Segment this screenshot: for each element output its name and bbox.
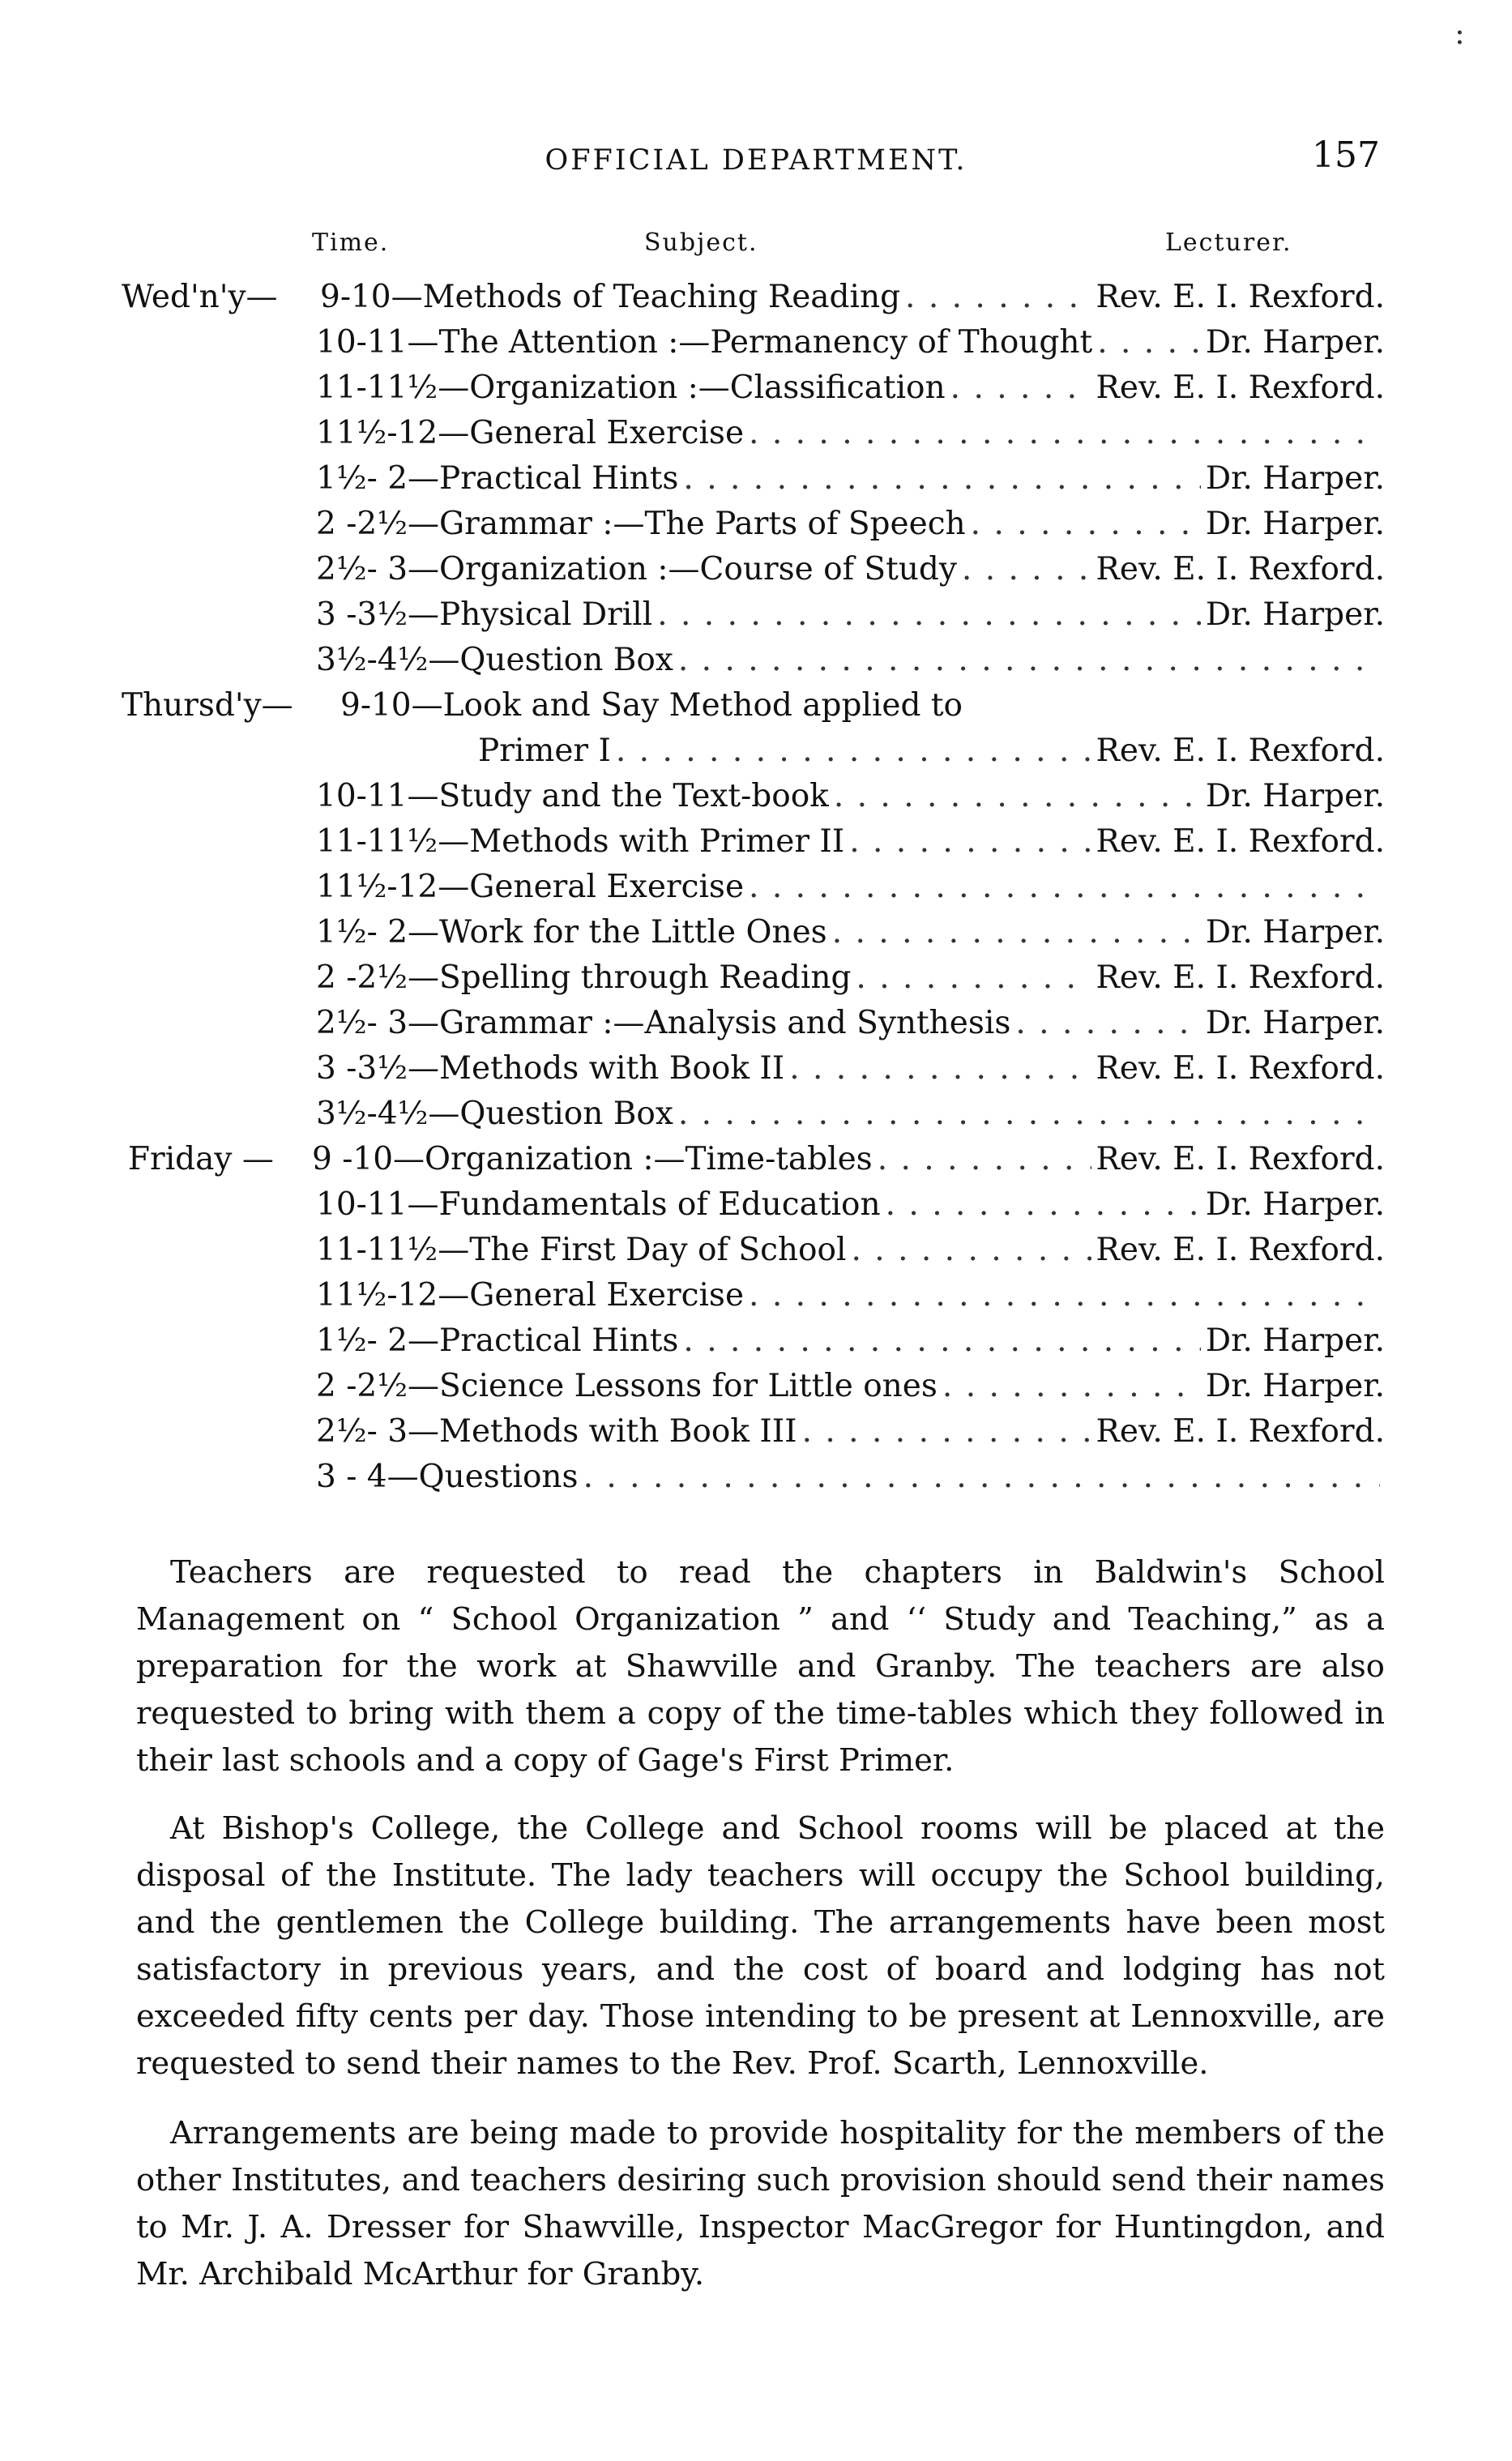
schedule-subject: —Organization :—Classification [438,370,946,406]
schedule-lecturer: Rev. E. I. Rexford. [1096,1050,1385,1087]
schedule-row [0,1319,1512,1363]
dot-leader [878,1138,1091,1181]
schedule-subject: —Questions [387,1459,579,1495]
schedule-time: 9-10 [340,687,412,724]
dot-leader [657,593,1201,637]
schedule-row [0,593,1512,637]
schedule-subject: —Practical Hints [408,460,679,497]
schedule-row [0,457,1512,501]
running-title: OFFICIAL DEPARTMENT. [545,144,967,177]
schedule-subject: —Work for the Little Ones [408,914,827,951]
schedule-day: Friday — [128,1141,274,1177]
schedule-lecturer: Dr. Harper. [1205,778,1385,814]
schedule-subject: —The Attention :—Permanency of Thought [407,324,1093,361]
schedule-lecturer: Rev. E. I. Rexford. [1096,733,1385,769]
corner-mark: : [1454,15,1465,51]
schedule-subject: —Look and Say Method applied to [411,687,963,724]
lecturer-column-header: Lecturer. [1165,229,1292,257]
schedule-lecturer: Rev. E. I. Rexford. [1096,1141,1385,1177]
schedule-lecturer: Dr. Harper. [1205,324,1385,361]
schedule-time: 11½-12 [316,869,438,905]
schedule-row [0,1410,1512,1454]
schedule-lecturer: Dr. Harper. [1205,596,1385,633]
schedule-subject: —Organization :—Course of Study [408,551,957,587]
schedule-subject: —Spelling through Reading [408,959,852,996]
schedule-row [0,1455,1512,1499]
schedule-time: 3½-4½ [316,642,429,678]
schedule-row [0,865,1512,909]
schedule-row [0,502,1512,546]
dot-leader [886,1183,1201,1227]
schedule-row [0,911,1512,955]
schedule-subject: —Methods of Teaching Reading [391,279,901,315]
schedule-time: 3 -3½ [316,596,408,633]
schedule-subject: —Practical Hints [408,1322,679,1359]
schedule-lecturer: Dr. Harper. [1205,1368,1385,1404]
schedule-lecturer: Dr. Harper. [1205,914,1385,951]
schedule-row [0,276,1512,319]
schedule-time: 1½- 2 [316,460,408,497]
dot-leader [834,775,1201,818]
schedule-lecturer: Rev. E. I. Rexford. [1096,370,1385,406]
dot-leader [1097,321,1201,365]
schedule-subject: —Question Box [428,642,673,678]
schedule-row [0,1002,1512,1045]
schedule-row [0,639,1512,682]
schedule-row [0,1047,1512,1091]
schedule-lecturer: Rev. E. I. Rexford. [1096,1232,1385,1268]
schedule-time: 3 - 4 [316,1459,387,1495]
schedule-time: 11-11½ [316,1232,438,1268]
schedule-row [0,1228,1512,1272]
schedule-lecturer: Dr. Harper. [1205,1322,1385,1359]
schedule-row [0,1274,1512,1318]
schedule-subject: —Methods with Book II [408,1050,785,1087]
dot-leader [802,1410,1091,1454]
schedule-time: 9-10 [320,279,391,315]
schedule-lecturer: Dr. Harper. [1205,1005,1385,1041]
dot-leader [962,548,1091,592]
dot-leader [851,1228,1091,1272]
schedule-time: 3 -3½ [316,1050,408,1087]
schedule-row [0,366,1512,410]
schedule-row [0,775,1512,818]
schedule-time: 1½- 2 [316,914,408,951]
schedule-subject: —Fundamentals of Education [407,1186,881,1223]
schedule-lecturer: Dr. Harper. [1205,460,1385,497]
schedule-time: 10-11 [316,324,408,361]
schedule-subject: —Organization :—Time-tables [393,1141,873,1177]
schedule-time: 11-11½ [316,823,438,860]
dot-leader [849,820,1091,864]
schedule-time: 2½- 3 [316,1413,408,1450]
schedule-row [0,956,1512,1000]
schedule-time: 9 -10 [312,1141,394,1177]
schedule-lecturer: Rev. E. I. Rexford. [1096,551,1385,587]
schedule-time: 1½- 2 [316,1322,408,1359]
paragraph-arrangements: Arrangements are being made to provide hospitality for the members of the other Institutes, and teachers desiring such provision should send their names to Mr. J. A. Dresser for Shawville, Inspector MacGregor for Huntingdon, and Mr. Archibald McArthur for Granby. [136,2115,1385,2292]
schedule-time: 2 -2½ [316,959,408,996]
schedule-subject: —Grammar :—The Parts of Speech [408,506,966,542]
schedule-subject: —Science Lessons for Little ones [408,1368,938,1404]
dot-leader [683,1319,1200,1363]
dot-leader [789,1047,1091,1091]
dot-leader [749,412,1380,455]
schedule-time: 11-11½ [316,370,438,406]
schedule-row [0,684,1512,728]
schedule-subject: —General Exercise [438,1277,745,1314]
schedule-time: 2 -2½ [316,506,408,542]
schedule-row [0,412,1512,455]
schedule-row [0,1092,1512,1136]
schedule-day: Wed'n'y— [122,279,278,315]
schedule-subject: —The First Day of School [438,1232,847,1268]
dot-leader [905,276,1091,319]
dot-leader [856,956,1091,1000]
paragraph-teachers-requested: Teachers are requested to read the chapters in Baldwin's School Management on “ School Organization ” and ‘‘ Study and Teaching,” as a preparation for the work at Shawville and Granby. The teachers are also requested to bring with them a copy of the time-tables which they followed in their last schools and a copy of Gage's First Primer. [136,1554,1385,1779]
schedule-row [0,820,1512,864]
time-column-header: Time. [312,229,390,257]
dot-leader [950,366,1091,410]
page-number: 157 [1312,135,1380,176]
dot-leader [971,502,1201,546]
dot-leader [678,639,1380,682]
schedule-subject: —Methods with Primer II [438,823,845,860]
dot-leader [678,1092,1380,1136]
schedule-time: 10-11 [316,1186,408,1223]
schedule-day: Thursd'y— [122,687,293,724]
schedule-row-continuation [0,729,1512,773]
schedule-time: 3½-4½ [316,1096,429,1132]
dot-leader [749,865,1380,909]
schedule-time: 2½- 3 [316,551,408,587]
schedule-subject: —General Exercise [438,869,745,905]
schedule-lecturer: Rev. E. I. Rexford. [1096,1413,1385,1450]
schedule-row [0,1138,1512,1181]
schedule-subject: —Question Box [428,1096,673,1132]
schedule-lecturer: Rev. E. I. Rexford. [1096,279,1385,315]
schedule-lecturer: Dr. Harper. [1205,1186,1385,1223]
schedule-time: 2 -2½ [316,1368,408,1404]
schedule-subject: —Methods with Book III [408,1413,797,1450]
schedule-row [0,321,1512,365]
dot-leader [583,1455,1380,1499]
schedule-row [0,1365,1512,1408]
schedule-subject: —Grammar :—Analysis and Synthesis [408,1005,1011,1041]
schedule-lecturer: Rev. E. I. Rexford. [1096,959,1385,996]
schedule-subject-continuation: Primer I [478,733,611,769]
schedule-subject: —General Exercise [438,415,745,451]
schedule-lecturer: Rev. E. I. Rexford. [1096,823,1385,860]
schedule-lecturer: Dr. Harper. [1205,506,1385,542]
schedule-subject: —Study and the Text-book [407,778,829,814]
schedule-time: 10-11 [316,778,408,814]
schedule-time: 11½-12 [316,415,438,451]
schedule-subject: —Physical Drill [408,596,653,633]
dot-leader [683,457,1200,501]
dot-leader [749,1274,1380,1318]
schedule-row [0,1183,1512,1227]
schedule-time: 11½-12 [316,1277,438,1314]
schedule-row [0,548,1512,592]
dot-leader [616,729,1091,773]
paragraph-bishops-college: At Bishop's College, the College and School rooms will be placed at the disposal of the Institute. The lady teachers will occupy the School building, and the gentlemen the College building. The arrangements have been most satisfactory in previous years, and the cost of board and lodging has not exceeded fifty cents per day. Those intending to be present at Lennoxville, are requested to send their names to the Rev. Prof. Scarth, Lennoxville. [136,1810,1385,2082]
subject-column-header: Subject. [644,229,758,257]
dot-leader [832,911,1201,955]
dot-leader [942,1365,1201,1408]
schedule-time: 2½- 3 [316,1005,408,1041]
dot-leader [1015,1002,1200,1045]
